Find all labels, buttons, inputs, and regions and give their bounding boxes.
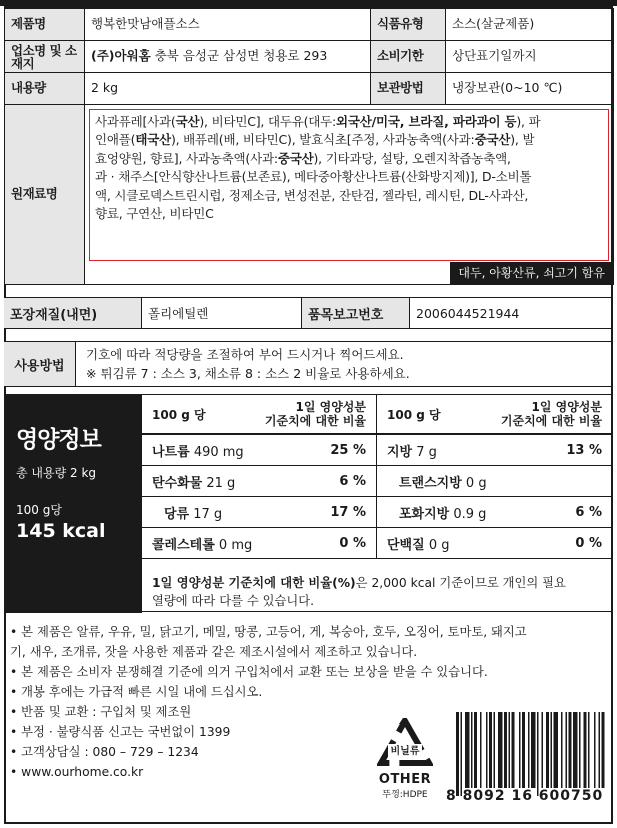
- usage-row: [4, 341, 613, 387]
- barcode-bar: [584, 712, 587, 788]
- maker-label: 업소명 및 소재지: [5, 41, 85, 73]
- barcode-bar: [465, 712, 470, 788]
- storage-label: 보관방법: [371, 73, 446, 105]
- nutrition-row: [142, 497, 613, 528]
- nutrition-header-right: 100 g 당 1일 영양성분 기준치에 대한 비율: [387, 400, 602, 428]
- barcode-bar: [480, 712, 482, 788]
- barcode-bar: [509, 712, 511, 788]
- ingredients-line: 액, 시클로덱스트린시럽, 정제소금, 변성전분, 잔탄검, 젤라틴, 레시틴, DL-사과산,: [95, 187, 529, 203]
- product-name: 행복한맛남애플소스: [85, 9, 371, 41]
- notice-url: • www.ourhome.co.kr: [10, 765, 144, 779]
- barcode-bar: [579, 712, 581, 788]
- volume-label: 내용량: [5, 73, 85, 105]
- barcode-bar: [531, 712, 536, 788]
- expiry: 상단표기일까지: [446, 41, 614, 73]
- usage-line: ※ 튀김류 7 : 소스 3, 채소류 8 : 소스 2 비율로 사용하세요.: [86, 366, 410, 381]
- barcode-bar: [456, 712, 459, 796]
- ingredients-line: 과 · 채주스[안식향산나트륨(보존료), 메타중아황산나트륨(산화방지제)], D-소비톨: [95, 169, 532, 185]
- notice-line: • 부정 · 불량식품 신고는 국번없이 1399: [10, 725, 231, 739]
- barcode-bar: [528, 712, 530, 788]
- nutrient-carbohydrate: 탄수화물 21 g 6 %: [142, 466, 377, 496]
- nutrient-trans-fat: 트랜스지방 0 g: [399, 475, 487, 491]
- barcode-bar: [594, 712, 596, 788]
- barcode-bar: [504, 712, 507, 788]
- notice-line: • 본 제품은 소비자 분쟁해결 기준에 의거 구입처에서 교환 또는 보상을 받을 수 있습니다.: [10, 665, 488, 679]
- notice-line: • 반품 및 교환 : 구입처 및 제조원: [10, 705, 192, 719]
- material: 폴리에틸렌: [142, 298, 302, 328]
- barcode-bar: [546, 712, 549, 788]
- notice-line: 기, 새우, 조개류, 잣을 사용한 제품과 같은 제조시설에서 제조하고 있습니다.: [10, 645, 418, 659]
- nutrient-saturated-fat: 포화지방 0.9 g 6 %: [399, 504, 602, 522]
- barcode-bar: [519, 712, 521, 788]
- ingredients-cell: [85, 105, 614, 285]
- nutrition-total: 총 내용량 2 kg: [16, 466, 97, 480]
- usage-body: [76, 342, 420, 386]
- usage-line: 기호에 따라 적당량을 조절하여 부어 드시거나 찍어드세요.: [86, 347, 404, 362]
- report-number: 2006044521944: [416, 305, 520, 321]
- maker: [85, 41, 371, 73]
- allergen-tag: 대두, 아황산류, 쇠고기 함유: [450, 262, 613, 284]
- barcode-bar: [554, 712, 559, 788]
- nutrition-note: 1일 영양성분 기준치에 대한 비율(%)은 2,000 kcal 기준이므로 개인의 필요 열량에 따라 다를 수 있습니다.: [152, 576, 566, 608]
- usage-label: 사용방법: [4, 342, 76, 386]
- nutrition-summary: [4, 395, 142, 613]
- notice-line: • 개봉 후에는 가급적 빠른 시일 내에 드십시오.: [10, 685, 263, 699]
- notice-line: • 고객상담실 : 080 – 729 – 1234: [10, 745, 199, 759]
- expiry-label: 소비기한: [371, 41, 446, 73]
- barcode-bar: [569, 712, 572, 788]
- product-name-label: 제품명: [5, 9, 85, 41]
- barcode-bar: [542, 712, 544, 788]
- barcode-bar: [566, 712, 568, 788]
- food-type: 소스(살균제품): [446, 9, 614, 41]
- report-label: 품목보고번호: [302, 298, 410, 328]
- material-label: 포장재질(내면): [4, 298, 142, 328]
- nutrient-sodium: 나트륨 490 mg 25 %: [142, 435, 377, 465]
- nutrient-protein: 단백질 0 g 0 %: [387, 535, 602, 553]
- ingredients-line: 인애플(태국산), 배퓨레(배, 비타민C), 발효식초[주정, 사과농축액(사과:중국산), 발: [95, 132, 535, 148]
- nutrition-panel: [4, 394, 613, 612]
- nutrition-kcal: 145 kcal: [16, 520, 106, 542]
- notice-line: • 본 제품은 알류, 우유, 밀, 닭고기, 메밀, 땅콩, 고등어, 게, 복숭아, 호두, 오징어, 토마토, 돼지고: [10, 625, 527, 639]
- info-table: [4, 8, 614, 285]
- barcode-bar: [561, 712, 563, 788]
- ingredients-line: 효엉양원, 향료], 사과농축액(사과:중국산), 기타과당, 설탕, 오렌지착즙농축액,: [95, 150, 511, 166]
- ingredients-line: 향료, 구연산, 비타민C: [95, 206, 214, 222]
- nutrition-grid: [142, 395, 613, 559]
- ingredients-line: 사과퓨레[사과(국산), 비타민C], 대두유(대두:외국산/미국, 브라질, 파라과이 등), 파: [95, 114, 541, 129]
- barcode-bar: [498, 712, 503, 788]
- barcode-bar: [461, 712, 463, 796]
- maker-name: (주)아워홈: [91, 48, 151, 64]
- barcode-bar: [551, 712, 553, 788]
- recycle-sub: 뚜껑:HDPE: [382, 790, 428, 800]
- barcode-bar: [489, 712, 492, 788]
- nutrient-cholesterol: 콜레스테롤 0 mg 0 %: [142, 528, 377, 558]
- nutrition-header-row: [142, 395, 613, 435]
- nutrition-row: [142, 528, 613, 559]
- nutrient-sugars: 당류 17 g 17 %: [142, 497, 377, 527]
- barcode-bar: [573, 712, 578, 788]
- nutrition-header-left: 100 g 당 1일 영양성분 기준치에 대한 비율: [142, 395, 377, 433]
- ingredients-label: 원재료명: [5, 105, 85, 285]
- nutrition-per: 100 g당: [16, 503, 62, 517]
- barcode-bar: [471, 712, 473, 788]
- nutrition-title: 영양정보: [16, 427, 101, 453]
- barcode-bar: [474, 712, 477, 788]
- barcode-bar: [522, 712, 525, 788]
- recycle-mark: [370, 718, 440, 814]
- recycle-other: OTHER: [378, 772, 432, 787]
- barcode-number: 8 8092 16 600750: [446, 788, 604, 804]
- barcode-bar: [599, 712, 601, 788]
- nutrient-fat: 지방 7 g 13 %: [387, 442, 602, 460]
- recycle-mark-text: 비닐류: [390, 746, 420, 757]
- barcode-bar: [494, 712, 496, 788]
- storage: 냉장보관(0~10 ℃): [446, 73, 614, 105]
- nutrition-row: [142, 435, 613, 466]
- maker-address: 충북 음성군 삼성면 청용로 293: [154, 48, 328, 64]
- nutrition-row: [142, 466, 613, 497]
- barcode-bar: [486, 712, 488, 788]
- packaging-row: [4, 297, 613, 329]
- volume: 2 kg: [85, 73, 371, 105]
- barcode-bar: [588, 712, 590, 788]
- ingredients-box: [89, 109, 609, 261]
- food-type-label: 식품유형: [371, 9, 446, 41]
- barcode-bar: [602, 712, 605, 788]
- barcode-bar: [512, 712, 515, 788]
- barcode-bar: [537, 712, 539, 796]
